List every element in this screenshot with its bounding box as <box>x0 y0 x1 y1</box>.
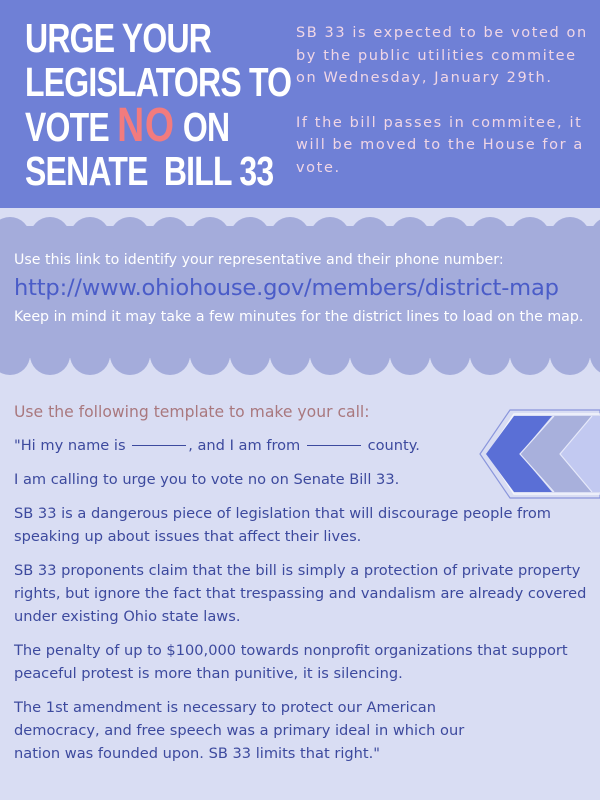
template-intro-line <box>14 434 594 457</box>
template-paragraph: The penalty of up to $100,000 towards nonprofit organizations that support peaceful protest is more than punitive, it is silencing. <box>14 642 568 682</box>
headline-on: ON <box>182 104 230 150</box>
header-banner <box>0 0 600 208</box>
name-prompt: "Hi my name is <box>14 437 126 454</box>
template-paragraph: The 1st amendment is necessary to protect our American democracy, and free speech was a primary ideal in which our nation was founded upon. SB 33 limits that right." <box>14 699 465 762</box>
headline <box>25 15 292 194</box>
link-section <box>14 250 594 327</box>
county-prompt: , and I am from <box>188 437 301 454</box>
call-template <box>14 401 594 776</box>
headline-line-4: SENATE BILL 33 <box>25 148 274 194</box>
next-step-info: If the bill passes in commitee, it will be moved to the House for a vote. <box>296 114 584 176</box>
vote-date-info: SB 33 is expected to be voted on by the public utilities commitee on Wednesday, January 29th. <box>296 25 588 86</box>
headline-line-3 <box>25 99 230 152</box>
vote-info <box>296 22 596 201</box>
county-blank <box>307 445 361 446</box>
link-intro-text: Use this link to identify your representative and their phone number: <box>14 252 504 268</box>
template-paragraph: SB 33 proponents claim that the bill is simply a protection of private property rights, but ignore the fact that trespassing and vandalism are already covered under existing Ohio state laws. <box>14 562 587 625</box>
name-blank <box>132 445 186 446</box>
template-paragraph: I am calling to urge you to vote no on Senate Bill 33. <box>14 471 400 488</box>
county-suffix: county. <box>367 437 420 454</box>
headline-line-1: URGE YOUR <box>25 15 212 61</box>
headline-line-2: LEGISLATORS TO <box>25 59 292 105</box>
headline-no-emphasis: NO <box>117 99 175 152</box>
district-map-link[interactable]: http://www.ohiohouse.gov/members/district-map <box>14 275 559 301</box>
template-paragraph: SB 33 is a dangerous piece of legislation that will discourage people from speaking up about issues that affect their lives. <box>14 505 552 545</box>
headline-vote: VOTE <box>25 104 109 150</box>
template-heading: Use the following template to make your call: <box>14 403 370 421</box>
link-note-text: Keep in mind it may take a few minutes for the district lines to load on the map. <box>14 309 584 325</box>
